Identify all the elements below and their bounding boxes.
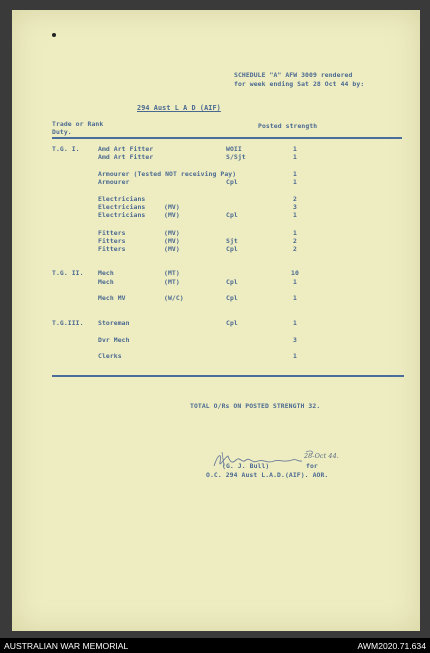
row-count: 1 (293, 211, 297, 219)
header-rule (52, 137, 402, 139)
row-trade: Electricians (98, 203, 146, 211)
row-rank: Sjt (226, 237, 238, 245)
row-rank: Cpl (226, 211, 238, 219)
row-count: 1 (293, 319, 297, 327)
trade-group-label: T.G. II. (52, 269, 84, 277)
row-modifier: (W/C) (164, 294, 184, 302)
signoff-title: O.C. 294 Aust L.A.D.(AIF). AOR. (206, 471, 329, 479)
row-count: 1 (293, 178, 297, 186)
row-modifier: (MV) (164, 229, 180, 237)
row-trade: Storeman (98, 319, 130, 327)
ink-mark (52, 33, 56, 37)
row-rank: Cpl (226, 278, 238, 286)
row-trade: Electricians (98, 195, 146, 203)
row-modifier: (MT) (164, 278, 180, 286)
total-strength: TOTAL O/Rs ON POSTED STRENGTH 32. (190, 402, 321, 410)
row-trade: Clerks (98, 352, 122, 360)
row-count: 3 (293, 336, 297, 344)
row-trade: Dvr Mech (98, 336, 130, 344)
row-count: 1 (293, 352, 297, 360)
row-count: 3 (293, 203, 297, 211)
row-trade: Mech (98, 269, 114, 277)
row-trade: Fitters (98, 245, 126, 253)
archive-name: AUSTRALIAN WAR MEMORIAL (4, 641, 129, 651)
row-trade: Amd Art Fitter (98, 145, 154, 153)
archive-footer (0, 638, 430, 653)
column-posted-strength: Posted strength (258, 122, 318, 130)
row-rank: Cpl (226, 294, 238, 302)
row-modifier: (MV) (164, 203, 180, 211)
row-count: 2 (293, 237, 297, 245)
row-rank: S/Sjt (226, 153, 246, 161)
row-trade: Mech MV (98, 294, 126, 302)
signoff-date: 28-Oct 44. (304, 452, 339, 460)
column-trade-line-2: Duty. (52, 128, 72, 136)
schedule-line-2: for week ending Sat 28 Oct 44 by: (234, 80, 365, 88)
row-modifier: (MV) (164, 211, 180, 219)
row-trade: Fitters (98, 229, 126, 237)
row-modifier: (MV) (164, 245, 180, 253)
row-count: 1 (293, 229, 297, 237)
row-count: 1 (293, 294, 297, 302)
row-rank: WOII (226, 145, 242, 153)
column-trade-line-1: Trade or Rank (52, 120, 104, 128)
signoff-for: for (306, 462, 318, 470)
signoff-name: (G. J. Bull) (222, 462, 270, 470)
row-rank: Cpl (226, 319, 238, 327)
row-count: 2 (293, 195, 297, 203)
row-count: 1 (293, 278, 297, 286)
row-count: 2 (293, 245, 297, 253)
row-count: 1 (293, 170, 297, 178)
row-count: 10 (291, 269, 299, 277)
row-modifier: (MT) (164, 269, 180, 277)
footer-rule (52, 375, 404, 377)
row-trade: Armourer (98, 178, 130, 186)
row-trade: Armourer (Tested NOT receiving Pay) (98, 170, 237, 178)
unit-title: 294 Aust L A D (AIF) (137, 104, 221, 112)
row-trade: Amd Art Fitter (98, 153, 154, 161)
trade-group-label: T.G. I. (52, 145, 80, 153)
row-count: 1 (293, 145, 297, 153)
archive-reference: AWM2020.71.634 (357, 641, 426, 651)
row-trade: Fitters (98, 237, 126, 245)
row-trade: Electricians (98, 211, 146, 219)
row-rank: Cpl (226, 178, 238, 186)
row-rank: Cpl (226, 245, 238, 253)
row-trade: Mech (98, 278, 114, 286)
row-modifier: (MV) (164, 237, 180, 245)
schedule-line-1: SCHEDULE "A" AFW 3009 rendered (234, 71, 353, 79)
trade-group-label: T.G.III. (52, 319, 84, 327)
row-count: 1 (293, 153, 297, 161)
